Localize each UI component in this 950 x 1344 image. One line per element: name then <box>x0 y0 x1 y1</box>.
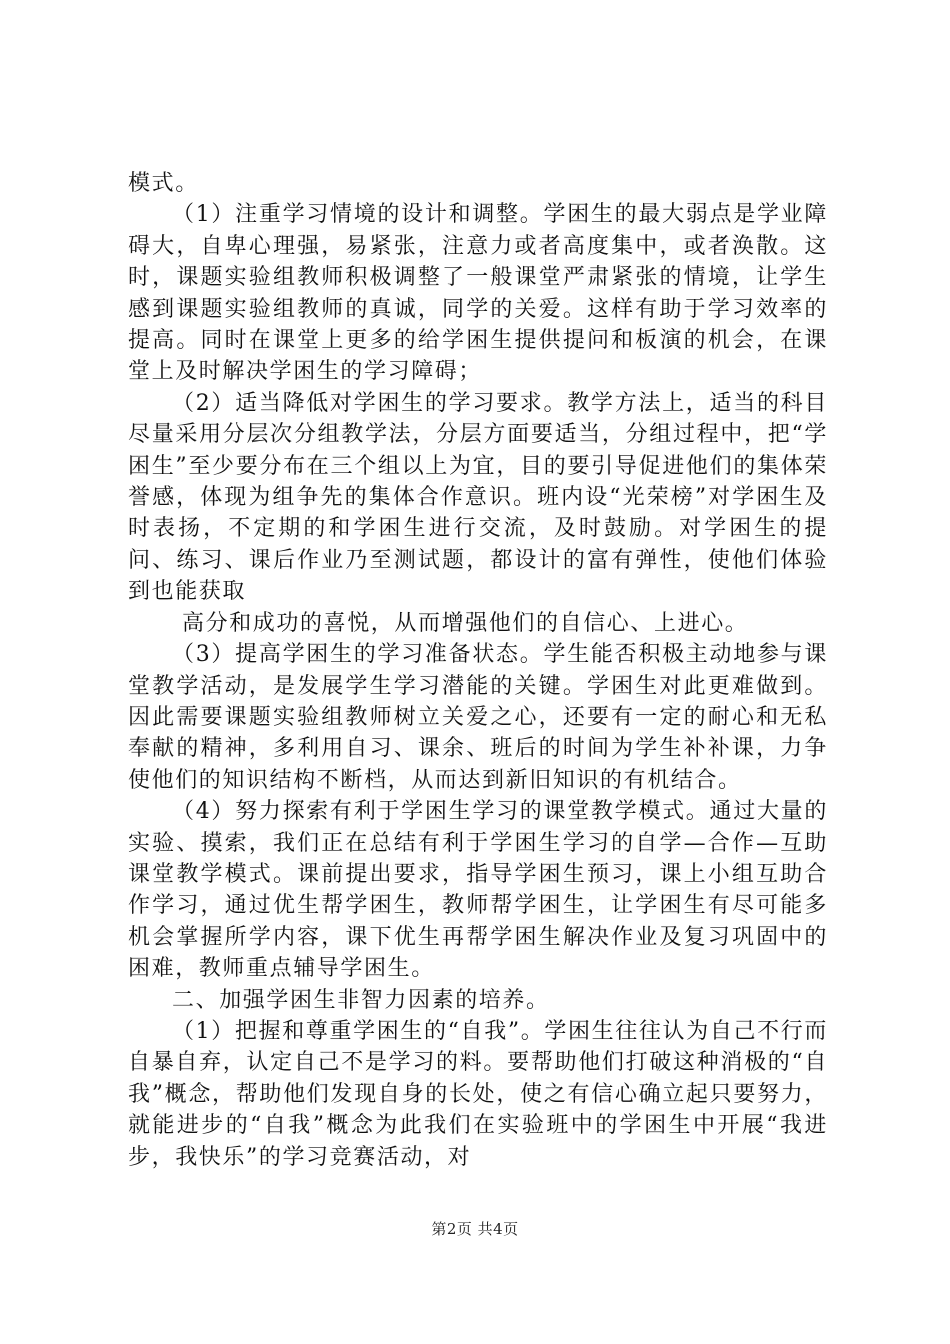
page-number: 第2页 共4页 <box>431 1220 519 1238</box>
document-body <box>128 168 828 1173</box>
paragraph-continuation: 模式。 <box>128 171 199 196</box>
paragraph-item-3: （3）提高学困生的学习准备状态。学生能否积极主动地参与课堂教学活动，是发展学生学习潜能的关键。学困生对此更难做到。因此需要课题实验组教师树立关爱之心，还要有一定的耐心和无私奉献的精神，多利用自习、课余、班后的时间为学生补补课，力争使他们的知识结构不断档，从而达到新旧知识的有机结合。 <box>128 642 828 793</box>
paragraph-item-2: （2）适当降低对学困生的学习要求。教学方法上，适当的科目尽量采用分层次分组教学法，分层方面要适当，分组过程中，把“学困生”至少要分布在三个组以上为宜，目的要引导促进他们的集体荣誉感，体现为组争先的集体合作意识。班内设“光荣榜”对学困生及时表扬，不定期的和学困生进行交流，及时鼓励。对学困生的提问、练习、课后作业乃至测试题，都设计的富有弹性，使他们体验到也能获取 <box>128 390 828 605</box>
section-heading-2: 二、加强学困生非智力因素的培养。 <box>172 987 550 1013</box>
paragraph-item-4: （4）努力探索有利于学困生学习的课堂教学模式。通过大量的实验、摸索，我们正在总结有利于学困生学习的自学—合作—互助课堂教学模式。课前提出要求，指导学困生预习，课上小组互助合作学习，通过优生帮学困生，教师帮学困生，让学困生有尽可能多机会掌握所学内容，课下优生再帮学困生解决作业及复习巩固中的困难，教师重点辅导学困生。 <box>128 799 828 982</box>
paragraph-item-2-continued: 高分和成功的喜悦，从而增强他们的自信心、上进心。 <box>182 610 749 636</box>
paragraph-item-1: （1）注重学习情境的设计和调整。学困生的最大弱点是学业障碍大，自卑心理强，易紧张，注意力或者高度集中，或者涣散。这时，课题实验组教师积极调整了一般课堂严肃紧张的情境，让学生感到课题实验组教师的真诚，同学的关爱。这样有助于学习效率的提高。同时在课堂上更多的给学困生提供提问和板演的机会，在课堂上及时解决学困生的学习障碍； <box>128 202 828 385</box>
paragraph-section2-item-1: （1）把握和尊重学困生的“自我”。学困生往往认为自己不行而自暴自弃，认定自己不是学习的料。要帮助他们打破这种消极的“自我”概念，帮助他们发现自身的长处，使之有信心确立起只要努力，就能进步的“自我”概念为此我们在实验班中的学困生中开展“我进步，我快乐”的学习竞赛活动，对 <box>128 1018 828 1170</box>
